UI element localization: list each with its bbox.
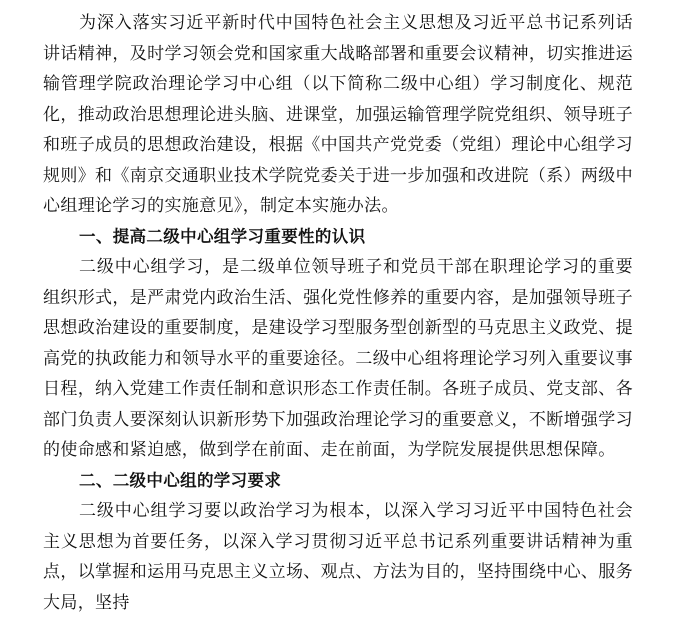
section-1-paragraph: 二级中心组学习，是二级单位领导班子和党员干部在职理论学习的重要组织形式，是严肃党内政治生活、强化党性修养的重要内容，是加强领导班子思想政治建设的重要制度，是建设学习型服务型创新型的马克思主义政党、提高党的执政能力和领导水平的重要途径。二级中心组将理论学习列入重要议事日程，纳入党建工作责任制和意识形态工作责任制。各班子成员、党支部、各部门负责人要深刻认识新形势下加强政治理论学习的重要意义，不断增强学习的使命感和紧迫感，做到学在前面、走在前面，为学院发展提供思想保障。 xyxy=(43,257,633,460)
section-heading-2: 二、二级中心组的学习要求 xyxy=(79,470,282,490)
section-2-paragraph: 二级中心组学习要以政治学习为根本，以深入学习习近平中国特色社会主义思想为首要任务，以深入学习贯彻习近平总书记系列重要讲话精神为重点，以掌握和运用马克思主义立场、观点、方法为目的，坚持围绕中心、服务大局，坚持 xyxy=(43,501,633,613)
document-body xyxy=(43,0,633,618)
section-heading-1: 一、提高二级中心组学习重要性的认识 xyxy=(79,226,366,246)
intro-paragraph: 为深入落实习近平新时代中国特色社会主义思想及习近平总书记系列话讲话精神，及时学习领会党和国家重大战略部署和重要会议精神，切实推进运输管理学院政治理论学习中心组（以下简称二级中心组）学习制度化、规范化，推动政治思想理论进头脑、进课堂，加强运输管理学院党组织、领导班子和班子成员的思想政治建设，根据《中国共产党党委（党组）理论中心组学习规则》和《南京交通职业技术学院党委关于进一步加强和改进院（系）两级中心组理论学习的实施意见》，制定本实施办法。 xyxy=(43,13,633,216)
